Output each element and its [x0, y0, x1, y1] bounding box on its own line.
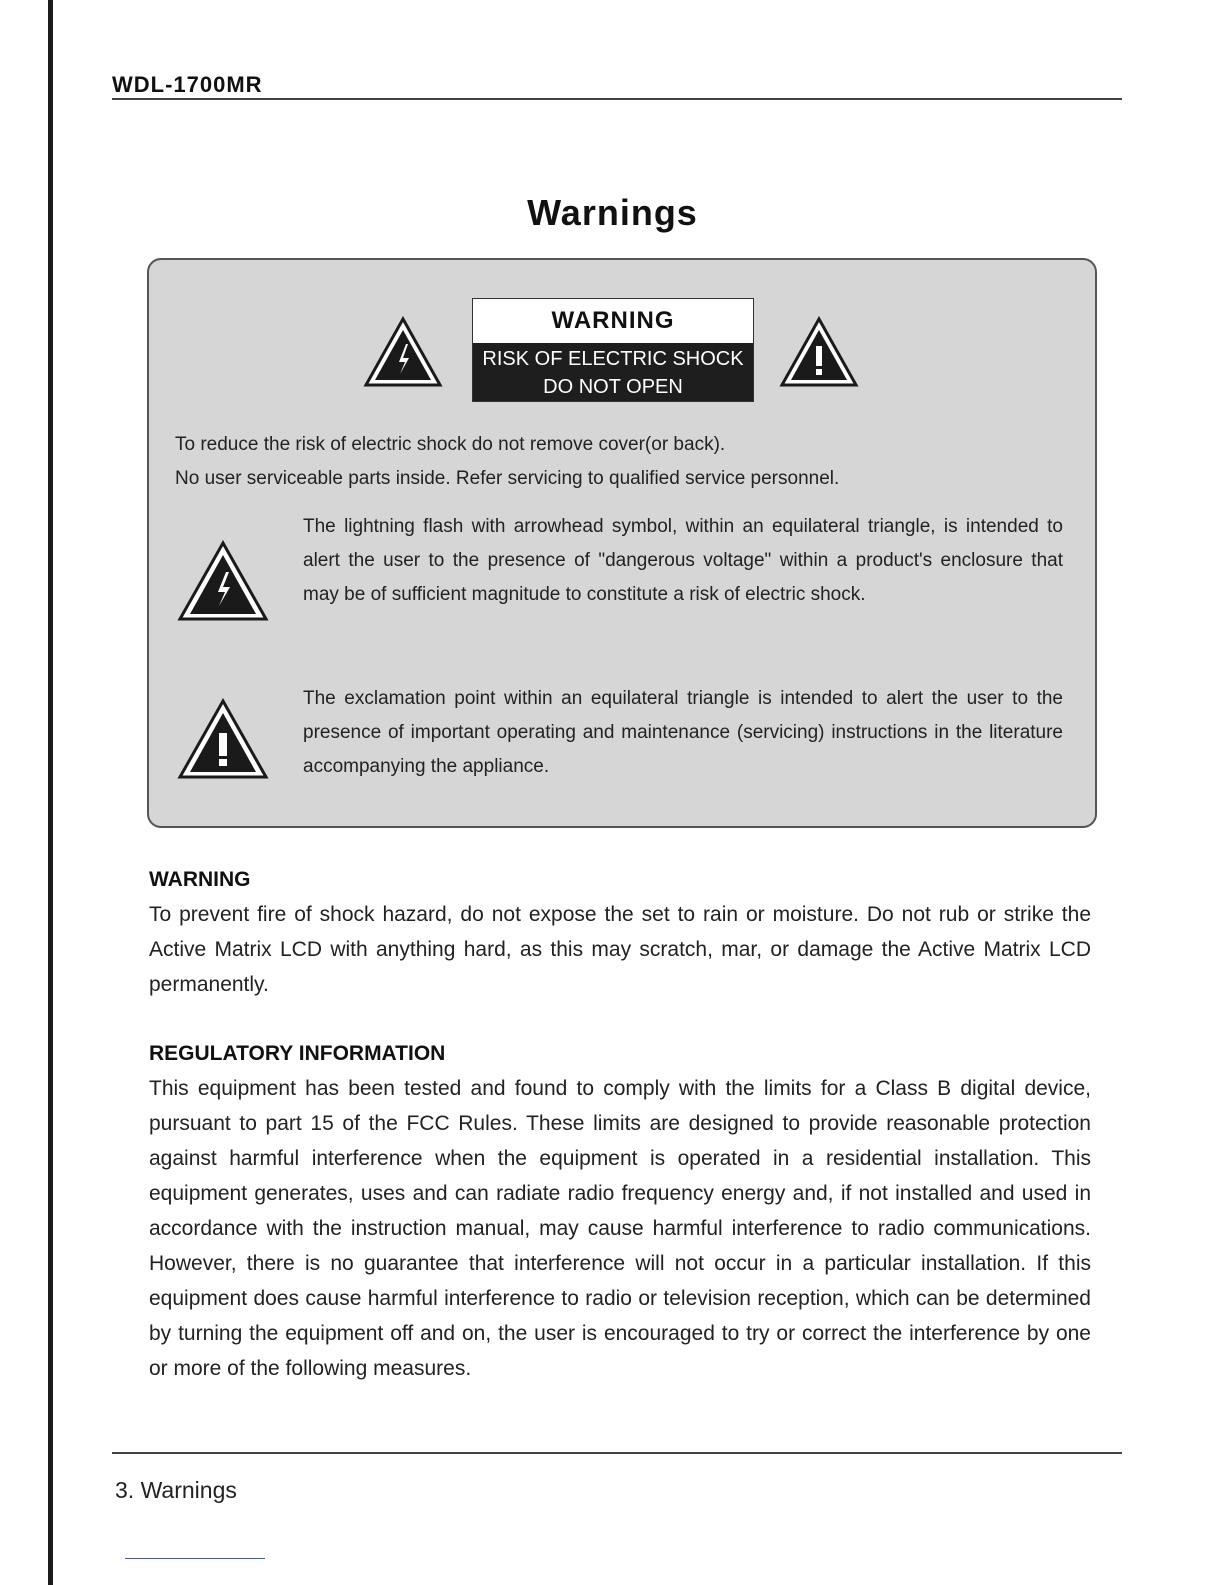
- left-binding-rule: [48, 0, 53, 1585]
- warning-label-body: [473, 343, 753, 401]
- warning-section: [149, 862, 1091, 1002]
- footer-divider: [112, 1452, 1122, 1454]
- warning-label-heading: WARNING: [551, 307, 675, 334]
- warning-label-line2: DO NOT OPEN: [543, 376, 683, 398]
- panel-intro-line1: To reduce the risk of electric shock do not remove cover(or back).: [175, 434, 726, 455]
- warning-label-line1: RISK OF ELECTRIC SHOCK: [482, 348, 744, 370]
- regulatory-body: This equipment has been tested and found to comply with the limits for a Class B digital device, pursuant to part 15 of the FCC Rules. These limits are designed to provide reasonable protection against harmful interference when the equipment is operated in a residential installation. This equipment generates, uses and can radiate radio frequency energy and, if not installed and used in accordance with the instruction manual, may cause harmful interference to radio communications. However, there is no guarantee that interference will not occur in a particular installation. If this equipment does cause harmful interference to radio or television reception, which can be determined by turning the equipment off and on, the user is encouraged to try or correct the interference by one or more of the following measures.: [149, 1077, 1091, 1380]
- lightning-symbol-icon: [177, 540, 269, 622]
- exclamation-triangle-icon: [779, 316, 859, 388]
- lightning-triangle-icon: [363, 316, 443, 388]
- bottom-mark: [125, 1558, 265, 1559]
- header-divider: [112, 98, 1122, 100]
- panel-intro-line2: No user serviceable parts inside. Refer servicing to qualified service personnel.: [175, 468, 840, 489]
- panel-intro: [175, 428, 839, 496]
- page-footer: 3. Warnings: [115, 1477, 237, 1503]
- model-header: WDL-1700MR: [112, 72, 263, 97]
- warning-label: [472, 298, 754, 402]
- exclamation-symbol-icon: [177, 698, 269, 780]
- exclamation-symbol-description: The exclamation point within an equilateral triangle is intended to alert the user to the presence of important operating and maintenance (servicing) instructions in the literature accompanying the appliance.: [303, 688, 1063, 777]
- warning-body: To prevent fire of shock hazard, do not expose the set to rain or moisture. Do not rub or strike the Active Matrix LCD with anything hard, as this may scratch, mar, or damage the Active Matrix LCD permanently.: [149, 903, 1091, 996]
- page-title: Warnings: [527, 192, 698, 233]
- warning-heading: WARNING: [149, 868, 251, 891]
- lightning-symbol-description: The lightning flash with arrowhead symbol, within an equilateral triangle, is intended to alert the user to the presence of "dangerous voltage" within a product's enclosure that may be of sufficient magnitude to constitute a risk of electric shock.: [303, 516, 1063, 605]
- regulatory-heading: REGULATORY INFORMATION: [149, 1042, 446, 1065]
- regulatory-section: [149, 1036, 1091, 1386]
- warning-panel: [147, 258, 1097, 828]
